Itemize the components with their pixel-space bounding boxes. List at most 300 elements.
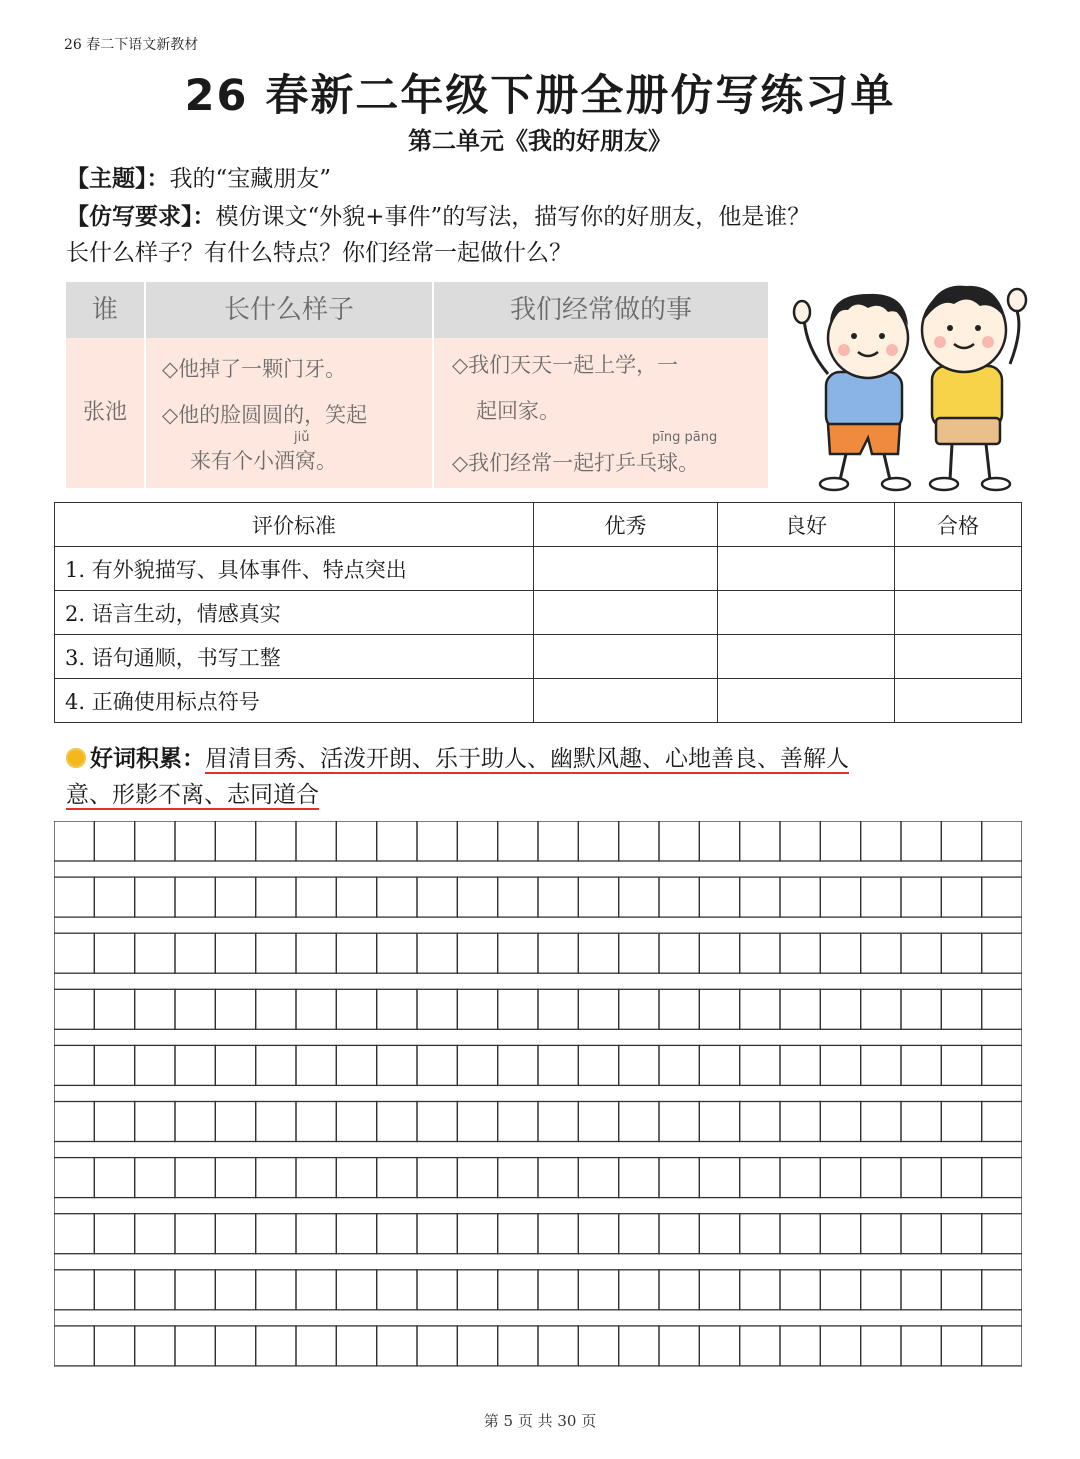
grid-cell[interactable] (54, 933, 94, 973)
requirement-line-2: 长什么样子？有什么特点？你们经常一起做什么？ (66, 240, 572, 266)
grid-cell[interactable] (538, 1270, 578, 1310)
eval-cell-good[interactable] (718, 679, 895, 723)
grid-cell[interactable] (498, 1214, 538, 1254)
eval-cell-pass[interactable] (895, 547, 1022, 591)
grid-cell[interactable] (659, 821, 699, 861)
grid-cell[interactable] (336, 1214, 376, 1254)
grid-cell[interactable] (457, 821, 497, 861)
grid-cell[interactable] (982, 821, 1022, 861)
grid-cell[interactable] (94, 1326, 134, 1366)
grid-cell[interactable] (740, 1102, 780, 1142)
grid-cell[interactable] (861, 1270, 901, 1310)
grid-cell[interactable] (215, 1214, 255, 1254)
grid-cell[interactable] (135, 821, 175, 861)
grid-cell[interactable] (780, 1270, 820, 1310)
grid-cell[interactable] (901, 877, 941, 917)
grid-cell[interactable] (780, 1158, 820, 1198)
grid-cell[interactable] (377, 1045, 417, 1085)
grid-cell[interactable] (901, 1045, 941, 1085)
grid-cell[interactable] (215, 877, 255, 917)
right-kid-figure (922, 286, 1026, 490)
grid-cell[interactable] (699, 1270, 739, 1310)
grid-cell[interactable] (135, 989, 175, 1029)
grid-cell[interactable] (498, 821, 538, 861)
grid-cell[interactable] (578, 1214, 618, 1254)
grid-cell[interactable] (296, 989, 336, 1029)
eval-cell-pass[interactable] (895, 679, 1022, 723)
grid-cell[interactable] (941, 821, 981, 861)
grid-cell[interactable] (94, 989, 134, 1029)
grid-cell[interactable] (457, 1045, 497, 1085)
grid-cell[interactable] (296, 1158, 336, 1198)
grid-cell[interactable] (578, 1326, 618, 1366)
grid-cell[interactable] (457, 1158, 497, 1198)
grid-cell[interactable] (498, 1045, 538, 1085)
grid-cell[interactable] (659, 989, 699, 1029)
grid-cell[interactable] (659, 877, 699, 917)
theme-label: 【主题】： (66, 166, 170, 192)
grid-cell[interactable] (256, 1158, 296, 1198)
grid-cell[interactable] (538, 1326, 578, 1366)
two-friends-illustration (784, 268, 1046, 496)
grid-cell[interactable] (780, 1045, 820, 1085)
grid-cell[interactable] (175, 1326, 215, 1366)
grid-cell[interactable] (780, 1214, 820, 1254)
grid-cell[interactable] (175, 989, 215, 1029)
grid-cell[interactable] (175, 877, 215, 917)
grid-cell[interactable] (861, 1214, 901, 1254)
grid-cell[interactable] (336, 1102, 376, 1142)
grid-cell[interactable] (982, 1326, 1022, 1366)
grid-cell[interactable] (699, 1045, 739, 1085)
grid-cell[interactable] (861, 1326, 901, 1366)
grid-cell[interactable] (215, 1270, 255, 1310)
grid-cell[interactable] (256, 1045, 296, 1085)
grid-cell[interactable] (740, 1045, 780, 1085)
grid-cell[interactable] (296, 1214, 336, 1254)
grid-cell[interactable] (377, 1326, 417, 1366)
grid-cell[interactable] (175, 1214, 215, 1254)
grid-cell[interactable] (941, 989, 981, 1029)
bullet-dot-icon (66, 748, 86, 768)
grid-cell[interactable] (820, 1158, 860, 1198)
grid-cell[interactable] (861, 989, 901, 1029)
writing-grid[interactable] (54, 821, 1022, 1382)
grid-cell[interactable] (296, 1045, 336, 1085)
grid-cell[interactable] (901, 1214, 941, 1254)
grid-cell[interactable] (336, 1045, 376, 1085)
example-looks-3: 来有个小酒窝。 (190, 449, 337, 473)
grid-cell[interactable] (457, 933, 497, 973)
grid-cell[interactable] (377, 933, 417, 973)
eval-header-good: 良好 (718, 503, 895, 547)
grid-cell[interactable] (740, 877, 780, 917)
grid-cell[interactable] (94, 1045, 134, 1085)
grid-cell[interactable] (498, 989, 538, 1029)
grid-cell[interactable] (336, 1158, 376, 1198)
grid-cell[interactable] (94, 1102, 134, 1142)
grid-cell[interactable] (296, 933, 336, 973)
example-table (66, 282, 768, 488)
grid-cell[interactable] (780, 877, 820, 917)
good-words-text-2: 意、形影不离、志同道合 (66, 782, 319, 808)
grid-cell[interactable] (54, 989, 94, 1029)
grid-cell[interactable] (820, 989, 860, 1029)
grid-cell[interactable] (296, 1270, 336, 1310)
grid-cell[interactable] (135, 1045, 175, 1085)
grid-cell[interactable] (578, 933, 618, 973)
grid-cell[interactable] (578, 989, 618, 1029)
good-words-line-2 (66, 776, 319, 809)
grid-cell[interactable] (336, 1326, 376, 1366)
grid-cell[interactable] (659, 1326, 699, 1366)
eval-criterion: 1. 有外貌描写、具体事件、特点突出 (55, 547, 534, 591)
grid-cell[interactable] (820, 933, 860, 973)
grid-cell[interactable] (457, 877, 497, 917)
grid-cell[interactable] (538, 1045, 578, 1085)
grid-cell[interactable] (820, 1045, 860, 1085)
grid-cell[interactable] (377, 1270, 417, 1310)
grid-cell[interactable] (780, 933, 820, 973)
grid-cell[interactable] (659, 1214, 699, 1254)
grid-cell[interactable] (538, 877, 578, 917)
grid-cell[interactable] (982, 933, 1022, 973)
grid-cell[interactable] (982, 989, 1022, 1029)
grid-cell[interactable] (296, 877, 336, 917)
grid-cell[interactable] (538, 1158, 578, 1198)
grid-cell[interactable] (538, 1102, 578, 1142)
grid-cell[interactable] (135, 877, 175, 917)
grid-cell[interactable] (659, 1270, 699, 1310)
evaluation-row (55, 591, 1022, 635)
grid-cell[interactable] (54, 821, 94, 861)
grid-cell[interactable] (982, 1158, 1022, 1198)
grid-cell[interactable] (215, 1326, 255, 1366)
grid-cell[interactable] (901, 1326, 941, 1366)
grid-cell[interactable] (740, 1214, 780, 1254)
grid-cell[interactable] (659, 1158, 699, 1198)
grid-cell[interactable] (175, 1270, 215, 1310)
pinyin-jiu: jiǔ (294, 430, 310, 445)
eval-cell-excellent[interactable] (534, 635, 718, 679)
grid-cell[interactable] (578, 1270, 618, 1310)
grid-cell[interactable] (417, 1045, 457, 1085)
grid-cell[interactable] (256, 821, 296, 861)
grid-cell[interactable] (215, 821, 255, 861)
grid-cell[interactable] (256, 1102, 296, 1142)
grid-cell[interactable] (982, 1214, 1022, 1254)
grid-cell[interactable] (740, 989, 780, 1029)
grid-cell[interactable] (54, 1045, 94, 1085)
grid-cell[interactable] (901, 1270, 941, 1310)
evaluation-row (55, 679, 1022, 723)
grid-cell[interactable] (417, 933, 457, 973)
grid-cell[interactable] (417, 1158, 457, 1198)
requirement-label: 【仿写要求】： (66, 204, 216, 230)
grid-cell[interactable] (941, 933, 981, 973)
grid-cell[interactable] (740, 1270, 780, 1310)
grid-cell[interactable] (982, 1102, 1022, 1142)
page-footer: 第 5 页 共 30 页 (483, 1412, 597, 1430)
grid-cell[interactable] (578, 877, 618, 917)
grid-cell[interactable] (135, 1326, 175, 1366)
grid-cell[interactable] (578, 1102, 618, 1142)
grid-cell[interactable] (619, 1158, 659, 1198)
grid-cell[interactable] (94, 1214, 134, 1254)
grid-cell[interactable] (619, 1102, 659, 1142)
grid-cell[interactable] (578, 1045, 618, 1085)
eval-header-excellent: 优秀 (534, 503, 718, 547)
grid-cell[interactable] (336, 821, 376, 861)
grid-cell[interactable] (417, 1270, 457, 1310)
grid-cell[interactable] (215, 1102, 255, 1142)
grid-cell[interactable] (861, 821, 901, 861)
grid-cell[interactable] (498, 877, 538, 917)
grid-cell[interactable] (699, 989, 739, 1029)
grid-cell[interactable] (659, 933, 699, 973)
grid-cell[interactable] (175, 821, 215, 861)
grid-cell[interactable] (619, 1214, 659, 1254)
grid-cell[interactable] (699, 821, 739, 861)
eval-header-pass: 合格 (895, 503, 1022, 547)
example-who-cell: 张池 (82, 400, 127, 425)
grid-cell[interactable] (377, 989, 417, 1029)
grid-cell[interactable] (54, 1214, 94, 1254)
grid-cell[interactable] (941, 1158, 981, 1198)
grid-cell[interactable] (780, 989, 820, 1029)
grid-cell[interactable] (538, 1214, 578, 1254)
grid-cell[interactable] (941, 1326, 981, 1366)
grid-cell[interactable] (699, 1326, 739, 1366)
grid-cell[interactable] (901, 1158, 941, 1198)
grid-cell[interactable] (699, 1214, 739, 1254)
grid-cell[interactable] (135, 1158, 175, 1198)
grid-cell[interactable] (175, 933, 215, 973)
grid-cell[interactable] (619, 877, 659, 917)
grid-cell[interactable] (941, 1045, 981, 1085)
grid-cell[interactable] (417, 877, 457, 917)
grid-cell[interactable] (54, 877, 94, 917)
grid-cell[interactable] (256, 1270, 296, 1310)
grid-cell[interactable] (135, 933, 175, 973)
grid-cell[interactable] (94, 933, 134, 973)
grid-cell[interactable] (135, 1102, 175, 1142)
grid-cell[interactable] (699, 877, 739, 917)
theme-line (66, 160, 331, 193)
grid-cell[interactable] (861, 1102, 901, 1142)
grid-cell[interactable] (578, 1158, 618, 1198)
grid-cell[interactable] (740, 821, 780, 861)
corner-header: 26 春二下语文新教材 (64, 37, 199, 53)
grid-cell[interactable] (54, 1270, 94, 1310)
grid-cell[interactable] (538, 989, 578, 1029)
example-divider (144, 282, 146, 488)
example-divider (432, 282, 434, 488)
grid-cell[interactable] (659, 1045, 699, 1085)
grid-cell[interactable] (135, 1214, 175, 1254)
eval-criterion: 3. 语句通顺，书写工整 (55, 635, 534, 679)
grid-cell[interactable] (820, 877, 860, 917)
page-title: 26 春新二年级下册全册仿写练习单 (184, 71, 896, 121)
grid-cell[interactable] (54, 1326, 94, 1366)
grid-cell[interactable] (417, 1326, 457, 1366)
evaluation-header-row (55, 503, 1022, 547)
example-header-looks: 长什么样子 (223, 295, 354, 325)
grid-cell[interactable] (699, 933, 739, 973)
grid-cell[interactable] (336, 1270, 376, 1310)
grid-cell[interactable] (296, 1102, 336, 1142)
grid-cell[interactable] (861, 1158, 901, 1198)
unit-subtitle: 第二单元《我的好朋友》 (408, 127, 672, 155)
grid-cell[interactable] (175, 1102, 215, 1142)
grid-cell[interactable] (498, 933, 538, 973)
eval-cell-pass[interactable] (895, 635, 1022, 679)
eval-cell-good[interactable] (718, 547, 895, 591)
grid-cell[interactable] (417, 989, 457, 1029)
grid-cell[interactable] (256, 1326, 296, 1366)
grid-cell[interactable] (498, 1270, 538, 1310)
grid-cell[interactable] (417, 1102, 457, 1142)
grid-cell[interactable] (699, 1158, 739, 1198)
eval-cell-excellent[interactable] (534, 591, 718, 635)
grid-cell[interactable] (377, 877, 417, 917)
grid-cell[interactable] (901, 933, 941, 973)
grid-cell[interactable] (94, 1270, 134, 1310)
grid-cell[interactable] (498, 1326, 538, 1366)
grid-cell[interactable] (54, 1158, 94, 1198)
grid-cell[interactable] (578, 821, 618, 861)
grid-cell[interactable] (619, 933, 659, 973)
grid-cell[interactable] (175, 1045, 215, 1085)
grid-cell[interactable] (861, 933, 901, 973)
grid-cell[interactable] (820, 1326, 860, 1366)
example-header-who: 谁 (91, 295, 118, 325)
grid-cell[interactable] (256, 1214, 296, 1254)
grid-cell[interactable] (861, 1045, 901, 1085)
grid-cell[interactable] (94, 877, 134, 917)
example-things-1: ◇我们天天一起上学，一 (452, 353, 679, 377)
grid-cell[interactable] (538, 821, 578, 861)
grid-cell[interactable] (175, 1158, 215, 1198)
evaluation-row (55, 635, 1022, 679)
grid-cell[interactable] (941, 1270, 981, 1310)
example-looks-1: ◇他掉了一颗门牙。 (162, 357, 347, 381)
grid-cell[interactable] (215, 989, 255, 1029)
eval-cell-pass[interactable] (895, 591, 1022, 635)
eval-cell-excellent[interactable] (534, 547, 718, 591)
grid-cell[interactable] (901, 989, 941, 1029)
grid-cell[interactable] (457, 1214, 497, 1254)
grid-cell[interactable] (498, 1102, 538, 1142)
grid-cell[interactable] (336, 989, 376, 1029)
grid-cell[interactable] (780, 1102, 820, 1142)
grid-cell[interactable] (377, 1158, 417, 1198)
grid-cell[interactable] (54, 1102, 94, 1142)
grid-cell[interactable] (619, 1270, 659, 1310)
evaluation-table (54, 502, 1022, 723)
eval-header-criteria: 评价标准 (55, 503, 534, 547)
eval-criterion: 2. 语言生动，情感真实 (55, 591, 534, 635)
grid-cell[interactable] (215, 1158, 255, 1198)
grid-cell[interactable] (861, 877, 901, 917)
grid-cell[interactable] (982, 1045, 1022, 1085)
evaluation-row (55, 547, 1022, 591)
grid-cell[interactable] (94, 1158, 134, 1198)
grid-cell[interactable] (417, 1214, 457, 1254)
grid-cell[interactable] (457, 1326, 497, 1366)
grid-cell[interactable] (256, 989, 296, 1029)
grid-cell[interactable] (215, 933, 255, 973)
grid-cell[interactable] (336, 933, 376, 973)
grid-cell[interactable] (820, 1102, 860, 1142)
grid-cell[interactable] (457, 1270, 497, 1310)
grid-cell[interactable] (377, 821, 417, 861)
grid-cell[interactable] (941, 1102, 981, 1142)
grid-cell[interactable] (901, 821, 941, 861)
grid-cell[interactable] (820, 1214, 860, 1254)
eval-cell-excellent[interactable] (534, 679, 718, 723)
grid-cell[interactable] (377, 1214, 417, 1254)
grid-cell[interactable] (296, 1326, 336, 1366)
grid-cell[interactable] (659, 1102, 699, 1142)
grid-cell[interactable] (336, 877, 376, 917)
grid-cell[interactable] (820, 821, 860, 861)
grid-cell[interactable] (740, 933, 780, 973)
eval-criterion: 4. 正确使用标点符号 (55, 679, 534, 723)
grid-cell[interactable] (135, 1270, 175, 1310)
grid-cell[interactable] (619, 1045, 659, 1085)
grid-cell[interactable] (619, 821, 659, 861)
grid-cell[interactable] (256, 933, 296, 973)
example-things-2: 起回家。 (476, 399, 560, 423)
eval-cell-good[interactable] (718, 635, 895, 679)
grid-cell[interactable] (256, 877, 296, 917)
grid-cell[interactable] (457, 1102, 497, 1142)
good-words-label: 好词积累： (90, 746, 205, 772)
good-words-text-1: 眉清目秀、活泼开朗、乐于助人、幽默风趣、心地善良、善解人 (205, 746, 849, 772)
example-header-things: 我们经常做的事 (509, 295, 692, 325)
example-things-3: ◇我们经常一起打乒乓球。 (452, 451, 700, 475)
grid-cell[interactable] (538, 933, 578, 973)
pinyin-pingpang: pīng pāng (652, 430, 718, 445)
requirement-line-1 (66, 198, 810, 231)
grid-cell[interactable] (619, 1326, 659, 1366)
example-looks-2: ◇他的脸圆圆的，笑起 (162, 403, 368, 427)
grid-cell[interactable] (296, 821, 336, 861)
grid-cell[interactable] (417, 821, 457, 861)
grid-cell[interactable] (901, 1102, 941, 1142)
grid-cell[interactable] (619, 989, 659, 1029)
grid-cell[interactable] (498, 1158, 538, 1198)
left-kid-figure (794, 294, 910, 490)
grid-cell[interactable] (780, 821, 820, 861)
grid-cell[interactable] (377, 1102, 417, 1142)
grid-cell[interactable] (941, 1214, 981, 1254)
grid-cell[interactable] (941, 877, 981, 917)
grid-cell[interactable] (740, 1158, 780, 1198)
eval-cell-good[interactable] (718, 591, 895, 635)
grid-cell[interactable] (94, 821, 134, 861)
grid-cell[interactable] (740, 1326, 780, 1366)
grid-cell[interactable] (820, 1270, 860, 1310)
grid-cell[interactable] (982, 1270, 1022, 1310)
grid-cell[interactable] (699, 1102, 739, 1142)
grid-cell[interactable] (982, 877, 1022, 917)
good-words-line-1 (66, 740, 849, 773)
grid-cell[interactable] (215, 1045, 255, 1085)
grid-cell[interactable] (457, 989, 497, 1029)
grid-cell[interactable] (780, 1326, 820, 1366)
